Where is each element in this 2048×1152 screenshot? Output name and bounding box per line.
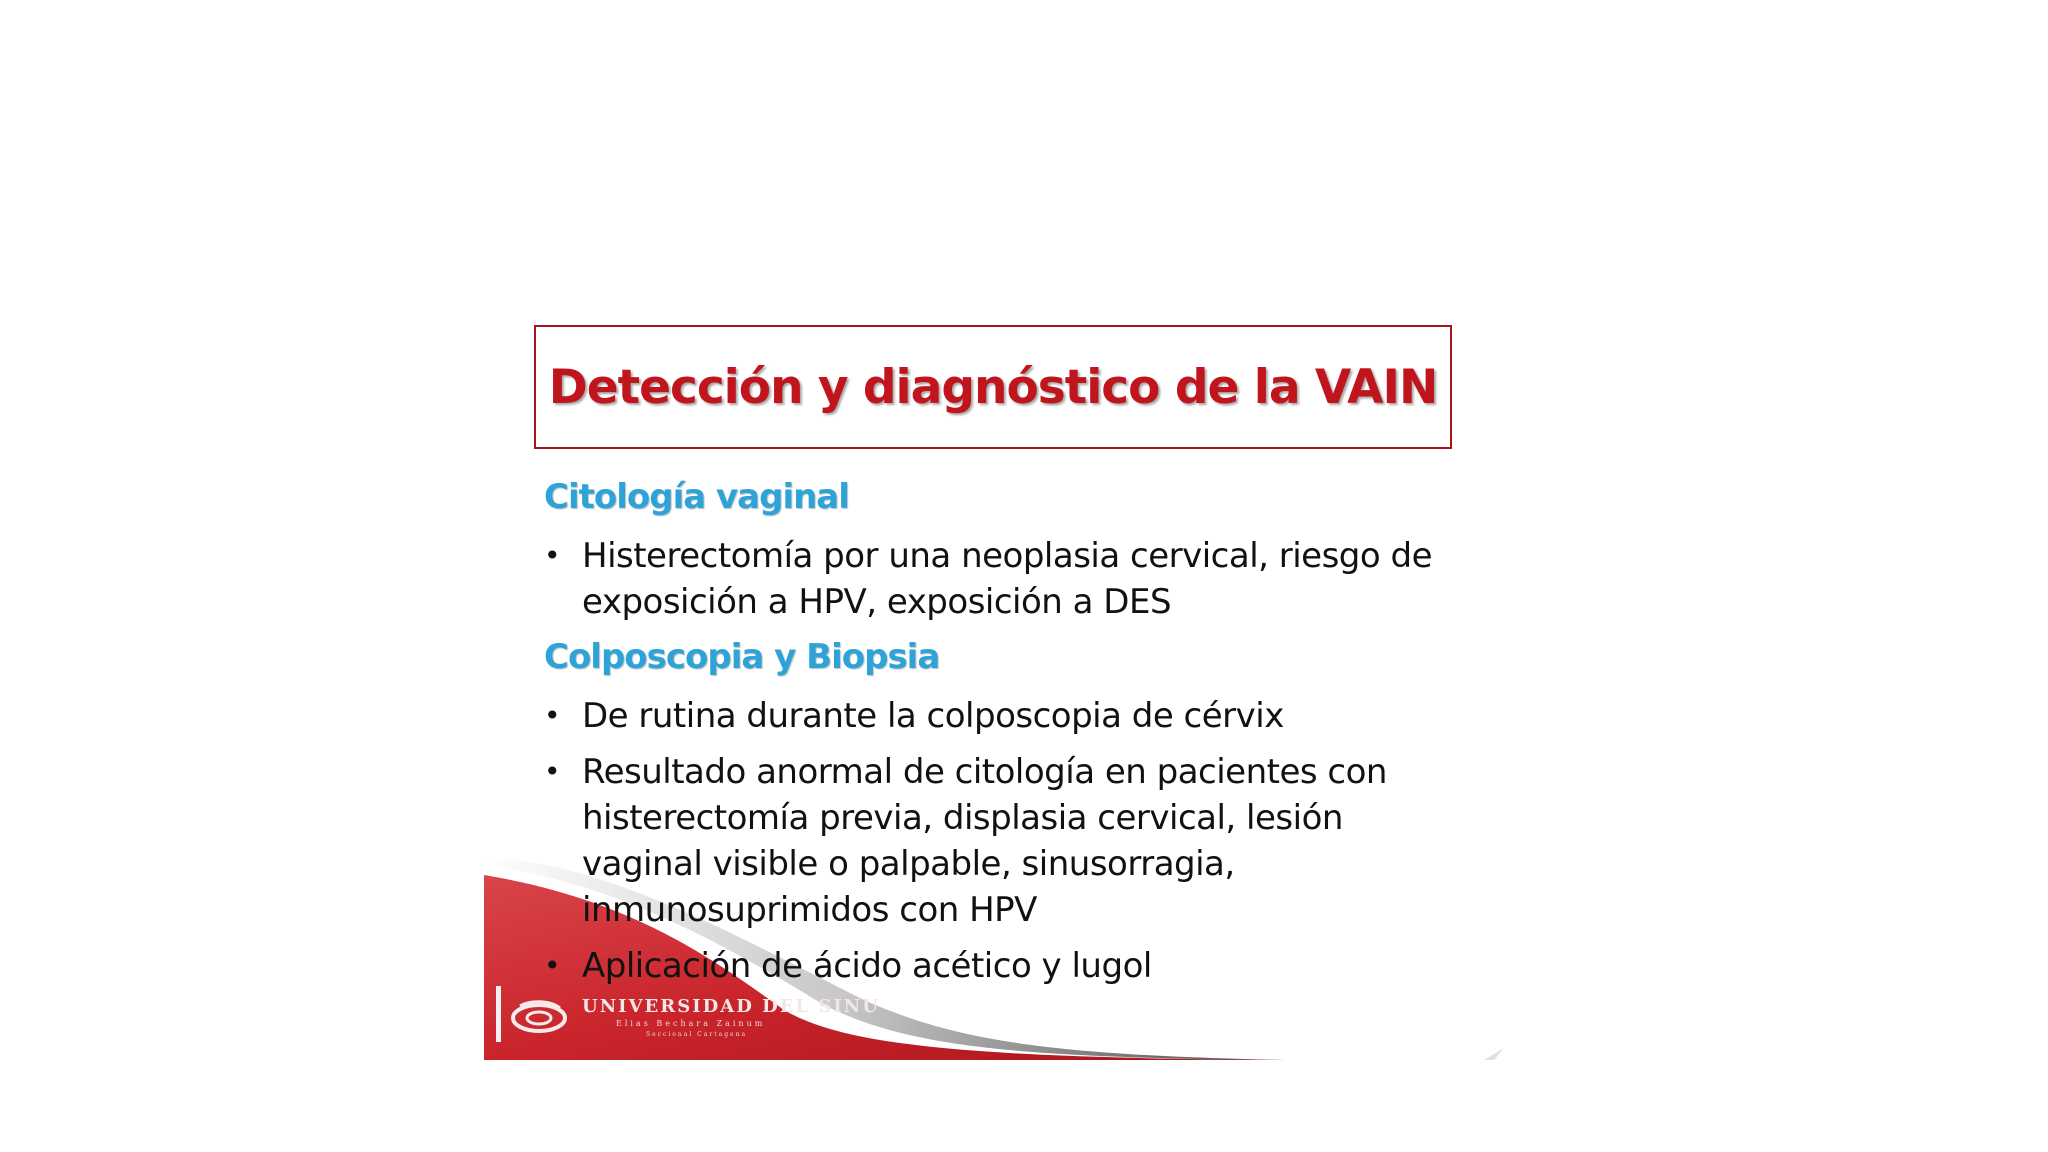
bullet-dot: • xyxy=(544,949,561,982)
section-heading-colposcopia: Colposcopia y Biopsia xyxy=(544,637,940,677)
bullet-text: Aplicación de ácido acético y lugol xyxy=(582,946,1152,986)
logo-divider xyxy=(496,986,501,1042)
bullet-text: De rutina durante la colposcopia de cérvix xyxy=(582,696,1284,736)
bullet-text: Histerectomía por una neoplasia cervical, riesgo de exposición a HPV, exposición a DES xyxy=(582,536,1432,622)
bullet-item xyxy=(544,749,1444,933)
title-box xyxy=(534,325,1452,449)
bullet-dot: • xyxy=(544,699,561,732)
logo-location: Seccional Cartagena xyxy=(646,1031,748,1038)
slide-content xyxy=(544,475,1444,999)
slide-title: Detección y diagnóstico de la VAIN xyxy=(548,359,1438,415)
logo-university-name: UNIVERSIDAD DEL SINU xyxy=(582,996,880,1017)
bullet-list-colposcopia xyxy=(544,693,1444,989)
slide xyxy=(484,300,2048,1060)
bullet-item xyxy=(544,943,1444,989)
bullet-item xyxy=(544,693,1444,739)
logo-subtitle: Elias Bechara Zainum xyxy=(616,1019,766,1028)
bullet-list-citologia xyxy=(544,533,1444,625)
bullet-dot: • xyxy=(544,755,561,788)
university-logo xyxy=(496,986,916,1046)
bullet-item xyxy=(544,533,1444,625)
university-seal-icon xyxy=(510,998,568,1038)
section-heading-citologia: Citología vaginal xyxy=(544,477,849,517)
bullet-text: Resultado anormal de citología en pacientes con histerectomía previa, displasia cervical, lesión vaginal visible o palpable, sinusorragia, inmunosuprimidos con HPV xyxy=(582,752,1387,930)
bullet-dot: • xyxy=(544,539,561,572)
